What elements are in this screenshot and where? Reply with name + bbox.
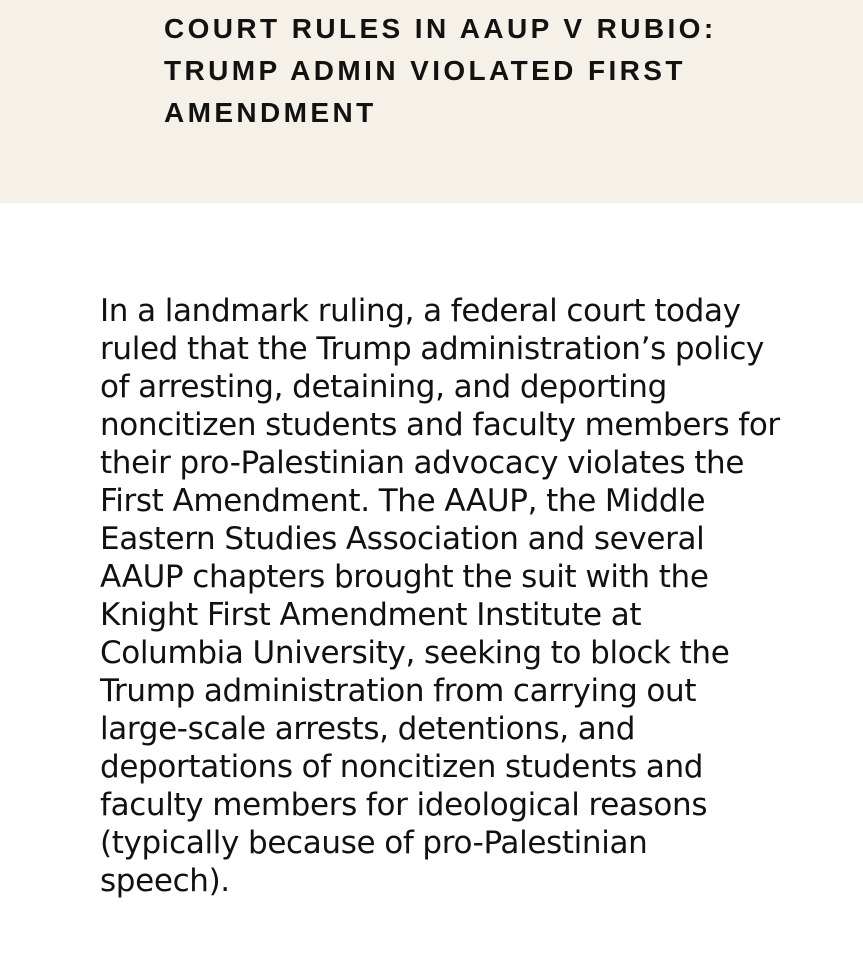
page-title: COURT RULES IN AAUP V RUBIO: TRUMP ADMIN VIOLATED FIRST AMENDMENT <box>164 13 717 128</box>
article-header-band <box>0 0 863 203</box>
article-body-text: In a landmark ruling, a federal court today ruled that the Trump administration’s policy of arresting, detaining, and deporting noncitizen students and faculty members for their pro-Palestinian advocacy violates the First Amendment. The AAUP, the Middle Eastern Studies Association and several AAUP chapters brought the suit with the Knight First Amendment Institute at Columbia University, seeking to block the Trump administration from carrying out large-scale arrests, detentions, and deportations of noncitizen students and faculty members for ideological reasons (typically because of pro-Palestinian speech). <box>100 293 780 899</box>
